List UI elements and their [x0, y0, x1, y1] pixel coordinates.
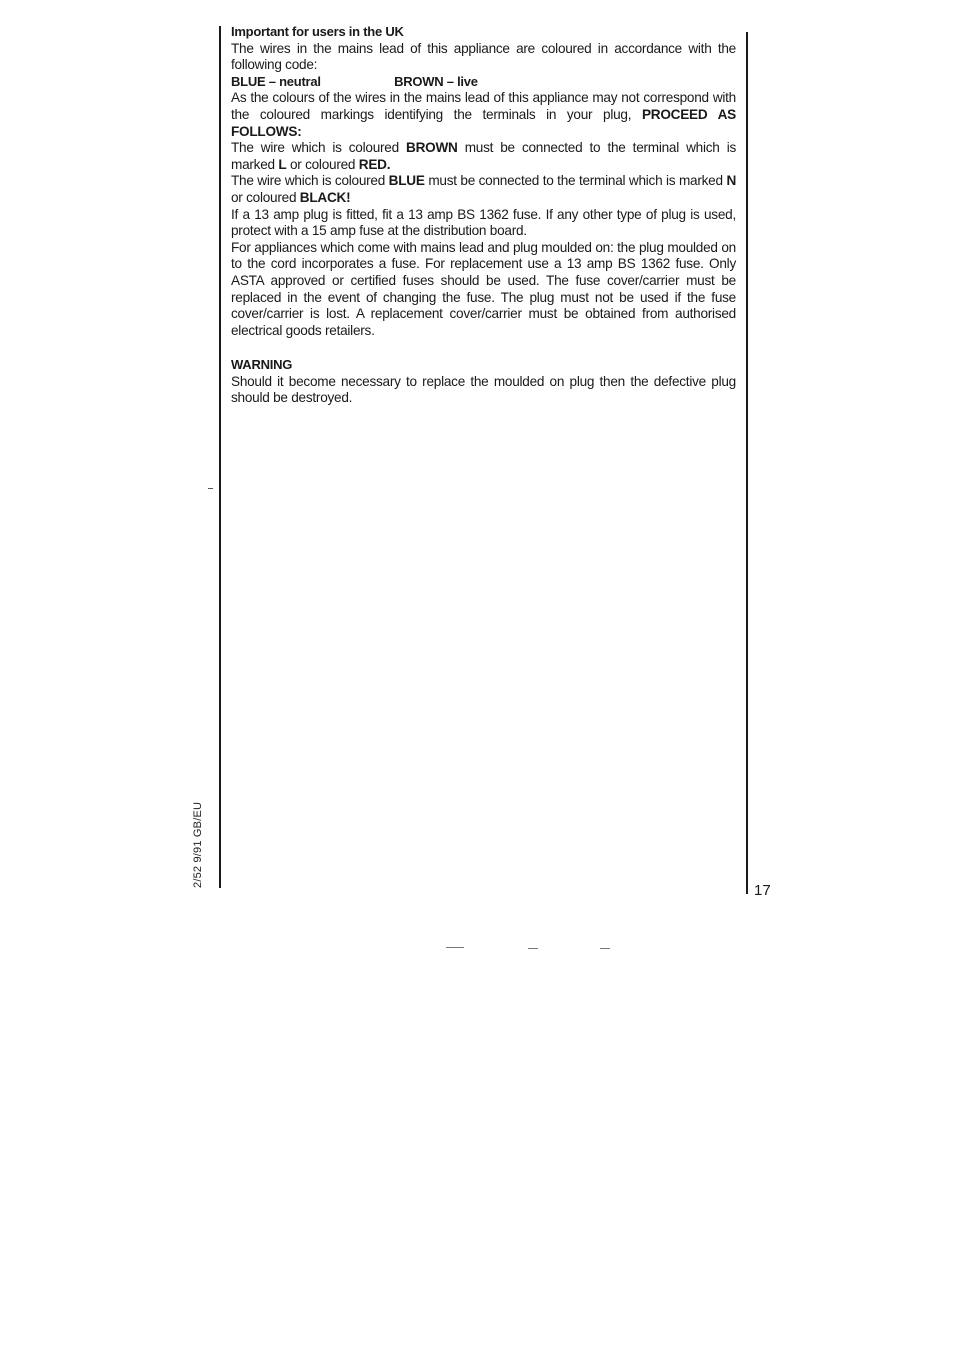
blue-wire-paragraph: [231, 173, 736, 206]
page-number: 17: [754, 882, 771, 899]
warning-paragraph: Should it become necessary to replace the moulded on plug then the defective plug should be destroyed.: [231, 373, 736, 406]
blue-colour: BLACK!: [299, 189, 351, 205]
right-margin-rule: [746, 32, 748, 894]
brown-word: BROWN: [406, 140, 458, 156]
blue-word: BLUE: [388, 173, 425, 189]
proceed-text: As the colours of the wires in the mains lead of this appliance may not correspond with the coloured markings identifying the terminals in your plug,: [231, 90, 736, 122]
section-heading: Important for users in the UK: [231, 24, 404, 39]
blue-mid: must be connected to the terminal which is marked: [428, 173, 723, 189]
warning-heading: WARNING: [231, 357, 293, 373]
fuse-paragraph: If a 13 amp plug is fitted, fit a 13 amp BS 1362 fuse. If any other type of plug is used, protect with a 15 amp fuse at the distribution board.: [231, 206, 736, 239]
moulded-plug-paragraph: For appliances which come with mains lead and plug moulded on: the plug moulded on to the cord incorporates a fuse. For replacement use a 13 amp BS 1362 fuse. Only ASTA approved or certified fuses should be used. The fuse cover/carrier must be replaced in the event of changing the fuse. The plug must not be used if the fuse cover/carrier is lost. A replacement cover/carrier must be obtained from authorised electrical goods retailers.: [231, 239, 736, 338]
margin-tick-mark: [208, 488, 213, 489]
scan-artifact-dash: [528, 948, 538, 949]
brown-mid: must be connected to the terminal which is marked: [231, 140, 737, 172]
code-brown-live: BROWN – live: [394, 73, 478, 89]
brown-wire-paragraph: [231, 140, 736, 173]
intro-paragraph: The wires in the mains lead of this appliance are coloured in accordance with the following code:: [231, 40, 736, 73]
scan-artifact-dash: [446, 947, 464, 948]
document-body: [231, 24, 736, 407]
wire-code-row: [231, 74, 736, 91]
brown-colour: RED.: [358, 156, 391, 172]
proceed-bold: PROCEED AS FOLLOWS:: [231, 106, 736, 139]
blue-letter: N: [726, 173, 737, 189]
scan-artifact-dash: [600, 948, 610, 949]
brown-or: or coloured: [289, 156, 356, 172]
proceed-paragraph: [231, 90, 736, 140]
blue-pre: The wire which is coloured: [231, 173, 386, 189]
print-code-note: 2/52 9/91 GB/EU: [192, 801, 204, 888]
blue-or: or coloured: [231, 189, 297, 205]
brown-letter: L: [278, 156, 287, 172]
brown-pre: The wire which is coloured: [231, 140, 399, 156]
code-blue-neutral: BLUE – neutral: [231, 73, 321, 89]
left-margin-rule: [219, 26, 221, 888]
